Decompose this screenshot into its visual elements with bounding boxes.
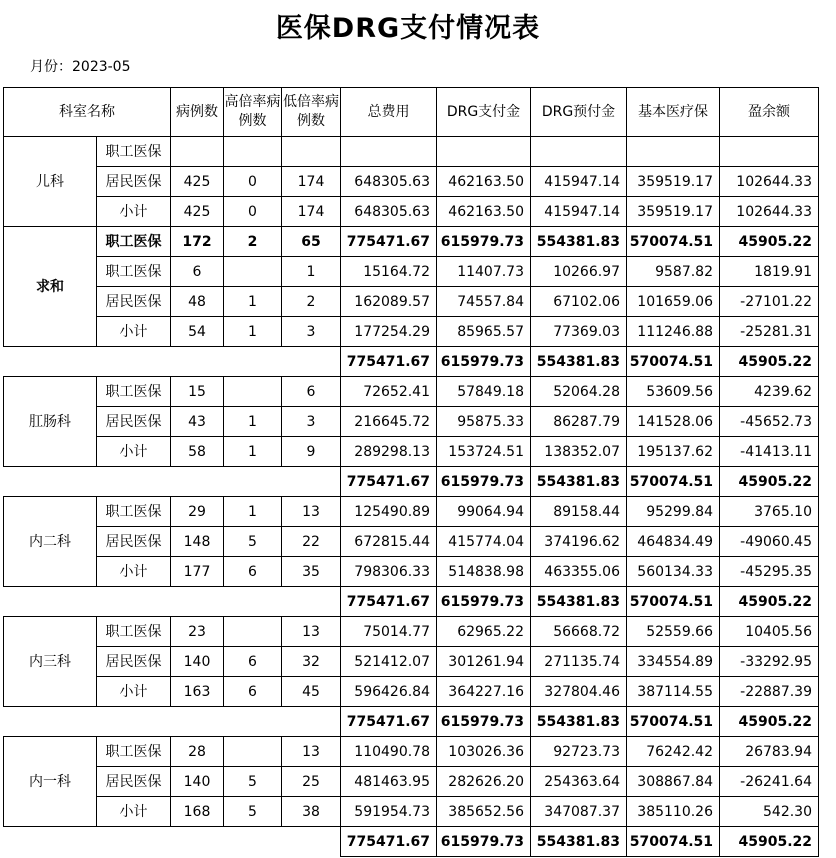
cell-surplus: 4239.62 [720,377,819,407]
dept-name: 内三科 [4,617,97,707]
cell-drg-pre: 67102.06 [531,287,627,317]
cell-basic: 387114.55 [627,677,720,707]
insurance-type: 居民医保 [97,767,171,797]
table-row [4,437,819,467]
cell-cases: 163 [171,677,224,707]
cell-drg-pay: 462163.50 [437,167,531,197]
summary-value: 45905.22 [720,827,819,857]
cell-total: 775471.67 [341,227,437,257]
summary-value: 775471.67 [341,827,437,857]
table-row [4,677,819,707]
cell-cases: 15 [171,377,224,407]
cell-basic: 359519.17 [627,167,720,197]
cell-cases: 425 [171,197,224,227]
cell-surplus: 10405.56 [720,617,819,647]
summary-value: 45905.22 [720,587,819,617]
cell-drg-pre: 86287.79 [531,407,627,437]
cell-drg-pre: 138352.07 [531,437,627,467]
summary-value: 775471.67 [341,347,437,377]
cell-cases: 168 [171,797,224,827]
header-drg-pre: DRG预付金 [531,88,627,137]
cell-low: 38 [282,797,341,827]
cell-surplus: -45295.35 [720,557,819,587]
table-row [4,647,819,677]
summary-row [4,347,819,377]
cell-basic: 52559.66 [627,617,720,647]
cell-drg-pre: 56668.72 [531,617,627,647]
cell-drg-pay: 615979.73 [437,227,531,257]
cell-low: 13 [282,737,341,767]
summary-value: 45905.22 [720,707,819,737]
table-row [4,737,819,767]
cell-low [282,137,341,167]
cell-basic: 385110.26 [627,797,720,827]
cell-cases: 23 [171,617,224,647]
cell-surplus: 3765.10 [720,497,819,527]
summary-row [4,467,819,497]
cell-high [224,737,282,767]
cell-high: 1 [224,407,282,437]
cell-high: 1 [224,317,282,347]
cell-basic: 195137.62 [627,437,720,467]
cell-surplus: 1819.91 [720,257,819,287]
table-row [4,227,819,257]
cell-total: 125490.89 [341,497,437,527]
cell-drg-pay: 462163.50 [437,197,531,227]
summary-value: 554381.83 [531,467,627,497]
table-row [4,287,819,317]
cell-high: 6 [224,557,282,587]
cell-drg-pre: 463355.06 [531,557,627,587]
cell-drg-pay: 153724.51 [437,437,531,467]
cell-cases: 29 [171,497,224,527]
cell-high: 1 [224,287,282,317]
summary-value: 45905.22 [720,467,819,497]
cell-high: 6 [224,647,282,677]
cell-drg-pre: 52064.28 [531,377,627,407]
cell-total: 596426.84 [341,677,437,707]
cell-cases: 177 [171,557,224,587]
cell-cases: 43 [171,407,224,437]
insurance-type: 居民医保 [97,647,171,677]
cell-low: 25 [282,767,341,797]
summary-value: 570074.51 [627,827,720,857]
cell-basic: 334554.89 [627,647,720,677]
cell-low: 22 [282,527,341,557]
cell-surplus: 102644.33 [720,167,819,197]
insurance-type: 职工医保 [97,377,171,407]
insurance-type: 职工医保 [97,227,171,257]
header-basic: 基本医疗保 [627,88,720,137]
cell-high [224,377,282,407]
cell-cases: 140 [171,767,224,797]
header-surplus: 盈余额 [720,88,819,137]
cell-high [224,137,282,167]
cell-basic: 141528.06 [627,407,720,437]
cell-total [341,137,437,167]
cell-cases: 48 [171,287,224,317]
cell-surplus: -41413.11 [720,437,819,467]
summary-blank [4,347,341,377]
summary-value: 615979.73 [437,347,531,377]
insurance-type: 小计 [97,317,171,347]
dept-name: 内一科 [4,737,97,827]
summary-value: 615979.73 [437,707,531,737]
cell-drg-pay: 85965.57 [437,317,531,347]
summary-blank [4,707,341,737]
cell-total: 289298.13 [341,437,437,467]
cell-drg-pay: 95875.33 [437,407,531,437]
insurance-type: 小计 [97,797,171,827]
cell-surplus: 26783.94 [720,737,819,767]
insurance-type: 居民医保 [97,287,171,317]
cell-basic: 95299.84 [627,497,720,527]
cell-surplus: -45652.73 [720,407,819,437]
month-label: 月份：2023-05 [30,59,131,75]
cell-low: 32 [282,647,341,677]
summary-value: 45905.22 [720,347,819,377]
insurance-type: 职工医保 [97,137,171,167]
cell-drg-pay: 514838.98 [437,557,531,587]
header-high: 高倍率病例数 [224,88,282,137]
table-row [4,797,819,827]
cell-total: 798306.33 [341,557,437,587]
cell-surplus: 542.30 [720,797,819,827]
cell-cases: 6 [171,257,224,287]
cell-drg-pay [437,137,531,167]
header-total: 总费用 [341,88,437,137]
dept-name: 内二科 [4,497,97,587]
cell-total: 177254.29 [341,317,437,347]
cell-basic [627,137,720,167]
cell-basic: 560134.33 [627,557,720,587]
cell-high: 5 [224,797,282,827]
cell-drg-pay: 301261.94 [437,647,531,677]
cell-drg-pay: 11407.73 [437,257,531,287]
cell-total: 72652.41 [341,377,437,407]
insurance-type: 居民医保 [97,407,171,437]
insurance-type: 居民医保 [97,167,171,197]
cell-cases: 58 [171,437,224,467]
summary-value: 554381.83 [531,707,627,737]
table-row [4,497,819,527]
cell-drg-pay: 57849.18 [437,377,531,407]
cell-basic: 308867.84 [627,767,720,797]
table-row [4,137,819,167]
cell-total: 162089.57 [341,287,437,317]
cell-cases: 54 [171,317,224,347]
cell-basic: 53609.56 [627,377,720,407]
cell-low: 13 [282,497,341,527]
cell-high: 0 [224,197,282,227]
table-row [4,407,819,437]
summary-row [4,827,819,857]
summary-value: 554381.83 [531,347,627,377]
header-cases: 病例数 [171,88,224,137]
cell-drg-pre: 92723.73 [531,737,627,767]
cell-drg-pre: 89158.44 [531,497,627,527]
cell-low: 3 [282,317,341,347]
cell-low: 9 [282,437,341,467]
table-row [4,197,819,227]
cell-drg-pay: 62965.22 [437,617,531,647]
cell-drg-pre: 374196.62 [531,527,627,557]
cell-drg-pre: 10266.97 [531,257,627,287]
summary-row [4,587,819,617]
cell-surplus: -26241.64 [720,767,819,797]
cell-total: 648305.63 [341,167,437,197]
table-row [4,527,819,557]
cell-low: 174 [282,167,341,197]
cell-drg-pay: 364227.16 [437,677,531,707]
header-low: 低倍率病例数 [282,88,341,137]
cell-low: 174 [282,197,341,227]
dept-name: 儿科 [4,137,97,227]
header-drg-pay: DRG支付金 [437,88,531,137]
cell-low: 2 [282,287,341,317]
insurance-type: 职工医保 [97,617,171,647]
table-row [4,767,819,797]
cell-low: 3 [282,407,341,437]
insurance-type: 职工医保 [97,497,171,527]
cell-high: 1 [224,437,282,467]
cell-total: 110490.78 [341,737,437,767]
cell-cases: 148 [171,527,224,557]
summary-blank [4,467,341,497]
cell-surplus [720,137,819,167]
insurance-type: 小计 [97,197,171,227]
insurance-type: 小计 [97,677,171,707]
cell-drg-pay: 385652.56 [437,797,531,827]
cell-basic: 570074.51 [627,227,720,257]
cell-total: 481463.95 [341,767,437,797]
summary-blank [4,587,341,617]
cell-high: 0 [224,167,282,197]
table-row [4,167,819,197]
cell-surplus: 102644.33 [720,197,819,227]
cell-low: 35 [282,557,341,587]
page-title: 医保DRG支付情况表 [275,13,541,44]
cell-total: 15164.72 [341,257,437,287]
insurance-type: 居民医保 [97,527,171,557]
cell-drg-pre: 327804.46 [531,677,627,707]
summary-value: 570074.51 [627,467,720,497]
cell-total: 672815.44 [341,527,437,557]
cell-basic: 101659.06 [627,287,720,317]
cell-basic: 9587.82 [627,257,720,287]
cell-high: 6 [224,677,282,707]
insurance-type: 职工医保 [97,737,171,767]
cell-high: 5 [224,527,282,557]
summary-value: 615979.73 [437,587,531,617]
dept-name: 求和 [4,227,97,347]
header-row [4,88,819,137]
cell-total: 216645.72 [341,407,437,437]
cell-high [224,617,282,647]
cell-drg-pay: 282626.20 [437,767,531,797]
cell-cases: 28 [171,737,224,767]
table-row [4,257,819,287]
summary-value: 554381.83 [531,827,627,857]
dept-name: 肛肠科 [4,377,97,467]
summary-blank [4,827,341,857]
summary-value: 775471.67 [341,587,437,617]
cell-surplus: -49060.45 [720,527,819,557]
summary-value: 570074.51 [627,707,720,737]
drg-payment-table [3,87,819,857]
table-row [4,377,819,407]
cell-total: 521412.07 [341,647,437,677]
cell-low: 6 [282,377,341,407]
cell-high: 5 [224,767,282,797]
cell-total: 75014.77 [341,617,437,647]
cell-low: 65 [282,227,341,257]
cell-total: 648305.63 [341,197,437,227]
cell-cases: 425 [171,167,224,197]
cell-low: 13 [282,617,341,647]
table-row [4,557,819,587]
cell-basic: 76242.42 [627,737,720,767]
cell-cases: 172 [171,227,224,257]
cell-drg-pay: 74557.84 [437,287,531,317]
cell-surplus: -22887.39 [720,677,819,707]
cell-drg-pre: 415947.14 [531,167,627,197]
summary-value: 570074.51 [627,347,720,377]
summary-value: 775471.67 [341,707,437,737]
summary-value: 570074.51 [627,587,720,617]
summary-value: 615979.73 [437,827,531,857]
cell-drg-pre: 254363.64 [531,767,627,797]
cell-drg-pre: 77369.03 [531,317,627,347]
cell-cases [171,137,224,167]
cell-surplus: -27101.22 [720,287,819,317]
insurance-type: 小计 [97,557,171,587]
cell-high: 2 [224,227,282,257]
table-row [4,617,819,647]
header-dept: 科室名称 [4,88,171,137]
insurance-type: 小计 [97,437,171,467]
summary-row [4,707,819,737]
cell-low: 1 [282,257,341,287]
summary-value: 554381.83 [531,587,627,617]
cell-drg-pay: 415774.04 [437,527,531,557]
insurance-type: 职工医保 [97,257,171,287]
summary-value: 615979.73 [437,467,531,497]
cell-basic: 359519.17 [627,197,720,227]
cell-basic: 464834.49 [627,527,720,557]
cell-drg-pre [531,137,627,167]
cell-drg-pre: 271135.74 [531,647,627,677]
cell-high [224,257,282,287]
cell-surplus: -33292.95 [720,647,819,677]
cell-low: 45 [282,677,341,707]
cell-drg-pre: 554381.83 [531,227,627,257]
cell-drg-pay: 99064.94 [437,497,531,527]
cell-drg-pre: 347087.37 [531,797,627,827]
cell-total: 591954.73 [341,797,437,827]
table-row [4,317,819,347]
cell-drg-pre: 415947.14 [531,197,627,227]
cell-surplus: 45905.22 [720,227,819,257]
cell-cases: 140 [171,647,224,677]
cell-drg-pay: 103026.36 [437,737,531,767]
cell-high: 1 [224,497,282,527]
summary-value: 775471.67 [341,467,437,497]
cell-surplus: -25281.31 [720,317,819,347]
cell-basic: 111246.88 [627,317,720,347]
